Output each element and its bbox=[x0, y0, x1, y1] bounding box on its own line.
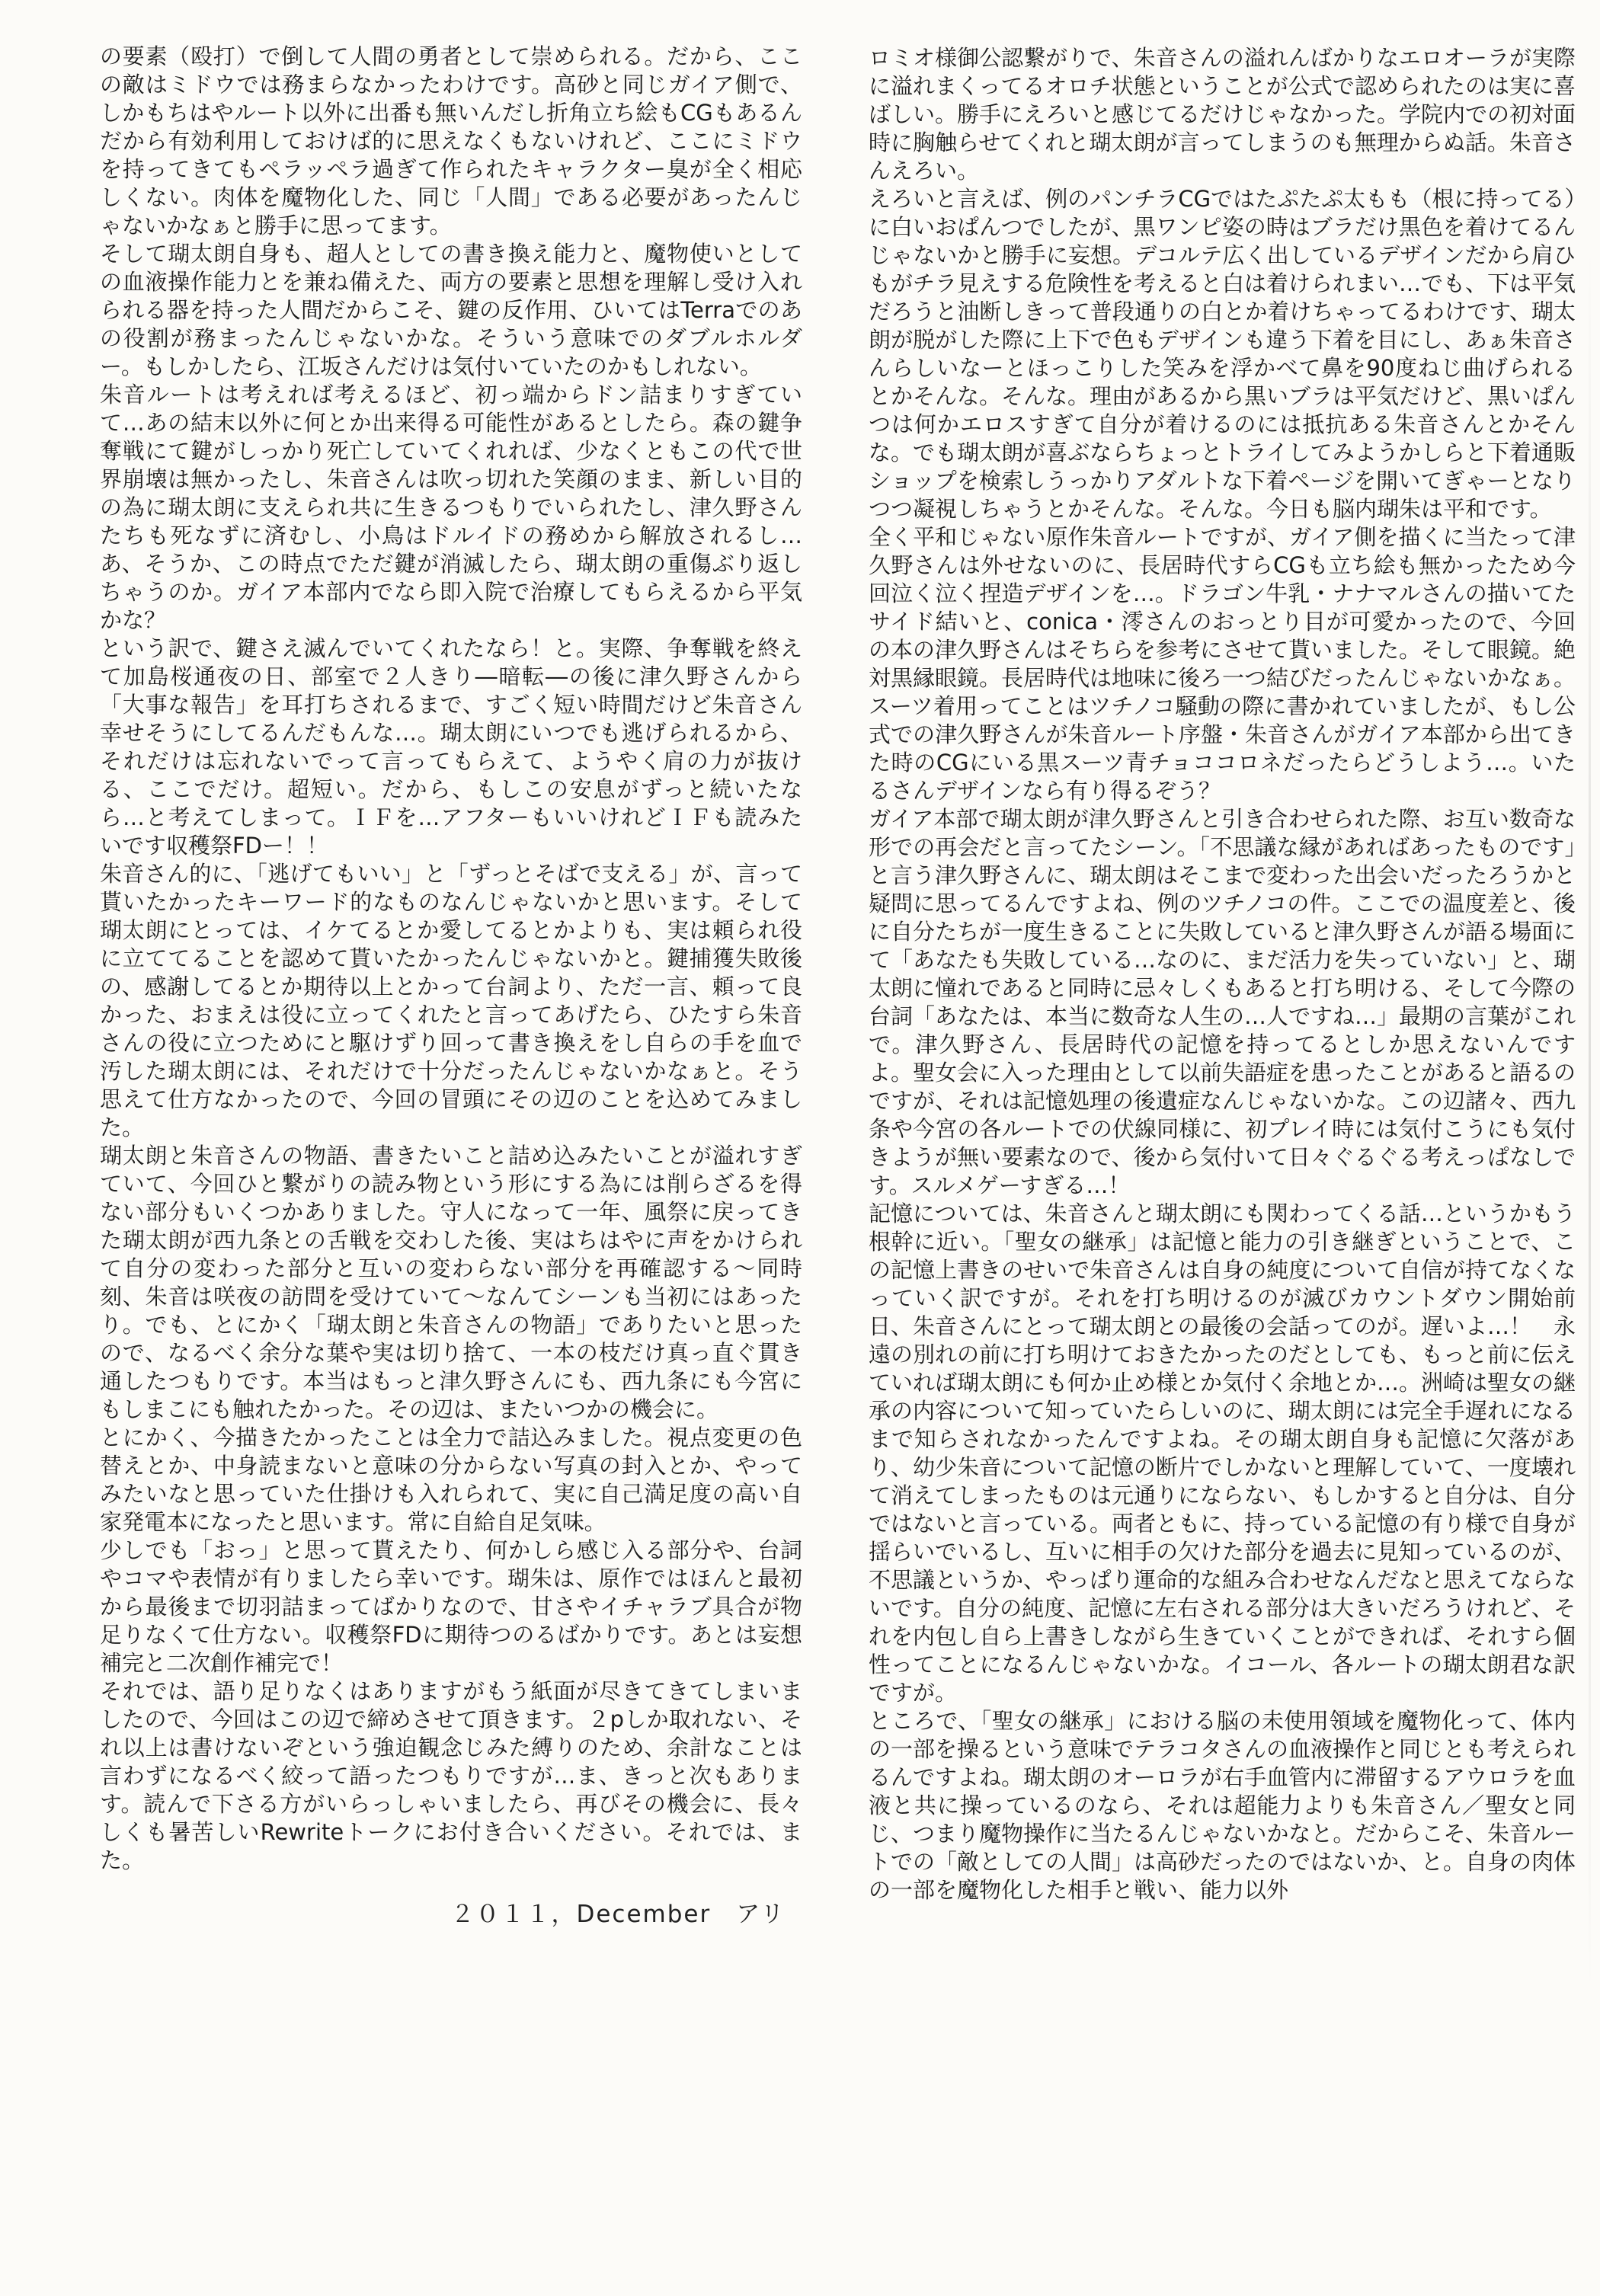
paragraph: 全く平和じゃない原作朱音ルートですが、ガイア側を描くに当たって津久野さんは外せないのに、長居時代すらCGも立ち絵も無かったため今回泣く泣く捏造デザインを…。ドラゴン牛乳・ナナマルさんの描いてたサイド結いと、conica・澪さんのおっとり目が可愛かったので、今回の本の津久野さんはそちらを参考にさせて貰いました。そして眼鏡。絶対黒縁眼鏡。長居時代は地味に後ろ一つ結びだったんじゃないかなぁ。スーツ着用ってことはツチノコ騒動の際に書かれていましたが、もし公式での津久野さんが朱音ルート序盤・朱音さんがガイア本部から出てきた時のCGにいる黒スーツ青チョココロネだったらどうしよう…。いたるさんデザインなら有り得るぞう？ bbox=[869, 524, 1576, 804]
paragraph: ガイア本部で瑚太朗が津久野さんと引き合わせられた際、お互い数奇な形での再会だと言ってたシーン。「不思議な縁があればあったものです」と言う津久野さんに、瑚太朗はそこまで変わった出会いだったろうかと疑問に思ってるんですよね、例のツチノコの件。ここでの温度差と、後に自分たちが一度生きることに失敗していると津久野さんが語る場面にて「あなたも失敗している…なのに、まだ活力を失っていない」と、瑚太朗に憧れであると同時に忌々しくもあると打ち明ける、そして今際の台詞「あなたは、本当に数奇な人生の…人ですね…」最期の言葉がこれで。津久野さん、長居時代の記憶を持ってるとしか思えないんですよ。聖女会に入った理由として以前失語症を患ったことがあると語るのですが、それは記憶処理の後遺症なんじゃないかな。この辺諸々、西九条や今宮の各ルートでの伏線同様に、初プレイ時には気付こうにも気付きようが無い要素なので、後から気付いて日々ぐるぐる考えっぱなしです。スルメゲーすぎる…！ bbox=[869, 806, 1576, 1198]
page-edge-shadow bbox=[1589, 244, 1591, 1996]
author-signature-date: ２０１１，December アリ bbox=[450, 1901, 786, 1928]
paragraph: の要素（殴打）で倒して人間の勇者として崇められる。だから、ここの敵はミドウでは務まらなかったわけです。高砂と同じガイア側で、しかもちはやルート以外に出番も無いんだし折角立ち絵もCGもあるんだから有効利用しておけば的に思えなくもないけれど、ここにミドウを持ってきてもペラッペラ過ぎて作られたキャラクター臭が全く相応しくない。肉体を魔物化した、同じ「人間」である必要があったんじゃないかなぁと勝手に思ってます。 bbox=[100, 43, 802, 238]
paragraph: ロミオ様御公認繋がりで、朱音さんの溢れんばかりなエロオーラが実際に溢れまくってるオロチ状態ということが公式で認められたのは実に喜ばしい。勝手にえろいと感じてるだけじゃなかった。学院内での初対面時に胸触らせてくれと瑚太朗が言ってしまうのも無理からぬ話。朱音さんえろい。 bbox=[869, 45, 1576, 184]
paragraph: えろいと言えば、例のパンチラCGではたぷたぷ太もも（根に持ってる）に白いおぱんつでしたが、黒ワンピ姿の時はブラだけ黒色を着けてるんじゃないかと勝手に妄想。デコルテ広く出しているデザインだから肩ひもがチラ見えする危険性を考えると白は着けられまい…でも、下は平気だろうと油断しきって普段通りの白とか着けちゃってるわけです、瑚太朗が脱がした際に上下で色もデザインも違う下着を目にし、あぁ朱音さんらしいなーとほっこりした笑みを浮かべて鼻を90度ねじ曲げられるとかそんな。そんな。理由があるから黒いブラは平気だけど、黒いぱんつは何かエロスすぎて自分が着けるのには抵抗ある朱音さんとかそんな。でも瑚太朗が喜ぶならちょっとトライしてみようかしらと下着通販ショップを検索しうっかりアダルトな下着ページを開いてぎゃーとなりつつ凝視しちゃうとかそんな。そんな。今日も脳内瑚朱は平和です。 bbox=[869, 186, 1576, 522]
paragraph: そして瑚太朗自身も、超人としての書き換え能力と、魔物使いとしての血液操作能力とを兼ね備えた、両方の要素と思想を理解し受け入れられる器を持った人間だからこそ、鍵の反作用、ひいてはTerraでのあの役割が務まったんじゃないかな。そういう意味でのダブルホルダー。もしかしたら、江坂さんだけは気付いていたのかもしれない。 bbox=[100, 241, 802, 379]
paragraph: 朱音さん的に、「逃げてもいい」と「ずっとそばで支える」が、言って貰いたかったキーワード的なものなんじゃないかと思います。そして瑚太朗にとっては、イケてるとか愛してるとかよりも、実は頼られ役に立ててることを認めて貰いたかったんじゃないかと。鍵捕獲失敗後の、感謝してるとか期待以上とかって台詞より、ただ一言、頼って良かった、おまえは役に立ってくれたと言ってあげたら、ひたすら朱音さんの役に立つためにと駆けずり回って書き換えをし自らの手を血で汚した瑚太朗には、それだけで十分だったんじゃないかなぁと。そう思えて仕方なかったので、今回の冒頭にその辺のことを込めてみました。 bbox=[100, 861, 802, 1140]
paragraph: という訳で、鍵さえ滅んでいてくれたなら！と。実際、争奪戦を終えて加島桜通夜の日、部室で２人きり―暗転―の後に津久野さんから「大事な報告」を耳打ちされるまで、すごく短い時間だけど朱音さん幸せそうにしてるんだもんな…。瑚太朗にいつでも逃げられるから、それだけは忘れないでって言ってもらえて、ようやく肩の力が抜ける、ここでだけ。超短い。だから、もしこの安息がずっと続いたなら…と考えてしまって。ＩＦを…アフターもいいけれどＩＦも読みたいです収穫祭FDー！！ bbox=[100, 635, 802, 859]
paragraph: とにかく、今描きたかったことは全力で詰込みました。視点変更の色替えとか、中身読まないと意味の分からない写真の封入とか、やってみたいなと思っていた仕掛けも入れられて、実に自己満足度の高い自家発電本になったと思います。常に自給自足気味。 bbox=[100, 1425, 802, 1535]
paragraph: ところで、「聖女の継承」における脳の未使用領域を魔物化って、体内の一部を操るという意味でテラコタさんの血液操作と同じとも考えられるんですよね。瑚太朗のオーロラが右手血管内に滞留するアウロラを血液と共に操っているのなら、それは超能力よりも朱音さん／聖女と同じ、つまり魔物操作に当たるんじゃないかなと。だからこそ、朱音ルートでの「敵としての人間」は高砂だったのではないか、と。自身の肉体の一部を魔物化した相手と戦い、能力以外 bbox=[869, 1708, 1576, 1903]
paragraph: 少しでも「おっ」と思って貰えたり、何かしら感じ入る部分や、台詞やコマや表情が有りましたら幸いです。瑚朱は、原作ではほんと最初から最後まで切羽詰まってばかりなので、甘さやイチャラブ具合が物足りなくて仕方ない。収穫祭FDに期待つのるばかりです。あとは妄想補完と二次創作補完で！ bbox=[100, 1537, 802, 1676]
right-page-text-column bbox=[869, 44, 1576, 1904]
left-page-text-column bbox=[100, 43, 802, 1929]
paragraph: 記憶については、朱音さんと瑚太朗にも関わってくる話…というかもう根幹に近い。「聖女の継承」は記憶と能力の引き継ぎということで、この記憶上書きのせいで朱音さんは自身の純度について自信が持てなくなっていく訳ですが。それを打ち明けるのが滅びカウントダウン開始前日、朱音さんにとって瑚太朗との最後の会話ってのが。遅いよ…！ 永遠の別れの前に打ち明けておきたかったのだとしても、もっと前に伝えていれば瑚太朗にも何か止め様とか気付く余地とか…。洲崎は聖女の継承の内容について知っていたらしいのに、瑚太朗には完全手遅れになるまで知らされなかったんですよね。その瑚太朗自身も記憶に欠落があり、幼少朱音について記憶の断片でしかないと理解していて、一度壊れて消えてしまったものは元通りにならない、もしかすると自分は、自分ではないと言っている。両者ともに、持っている記憶の有り様で自身が揺らいでいるし、互いに相手の欠けた部分を過去に見知っているのが、不思議というか、やっぱり運命的な組み合わせなんだなと思えてならないです。自分の純度、記憶に左右される部分は大きいだろうけれど、それを内包し自ら上書きしながら生きていくことができれば、それすら個性ってことになるんじゃないかな。イコール、各ルートの瑚太朗君な訳ですが。 bbox=[869, 1201, 1576, 1706]
paragraph: 朱音ルートは考えれば考えるほど、初っ端からドン詰まりすぎていて…あの結末以外に何とか出来得る可能性があるとしたら。森の鍵争奪戦にて鍵がしっかり死亡していてくれれば、少なくともこの代で世界崩壊は無かったし、朱音さんは吹っ切れた笑顔のまま、新しい目的の為に瑚太朗に支えられ共に生きるつもりでいられたし、津久野さんたちも死なずに済むし、小鳥はドルイドの務めから解放されるし…あ、そうか、この時点でただ鍵が消滅したら、瑚太朗の重傷ぶり返しちゃうのか。ガイア本部内でなら即入院で治療してもらえるから平気かな？ bbox=[100, 382, 802, 633]
paragraph: 瑚太朗と朱音さんの物語、書きたいこと詰め込みたいことが溢れすぎていて、今回ひと繋がりの読み物という形にする為には削らざるを得ない部分もいくつかありました。守人になって一年、風祭に戻ってきた瑚太朗が西九条との舌戦を交わした後、実はちはやに声をかけられて自分の変わった部分と互いの変わらない部分を再確認する～同時刻、朱音は咲夜の訪問を受けていて～なんてシーンも当初にはあったり。でも、とにかく「瑚太朗と朱音さんの物語」でありたいと思ったので、なるべく余分な葉や実は切り捨て、一本の枝だけ真っ直ぐ貫き通したつもりです。本当はもっと津久野さんにも、西九条にも今宮にもしまこにも触れたかった。その辺は、またいつかの機会に。 bbox=[100, 1143, 802, 1422]
paragraph: それでは、語り足りなくはありますがもう紙面が尽きてきてしまいましたので、今回はこの辺で締めさせて頂きます。２pしか取れない、それ以上は書けないぞという強迫観念じみた縛りのため、余計なことは言わずになるべく絞って語ったつもりですが…ま、きっと次もあります。読んで下さる方がいらっしゃいましたら、再びその機会に、長々しくも暑苦しいRewriteトークにお付き合いください。それでは、また。 bbox=[100, 1678, 802, 1873]
